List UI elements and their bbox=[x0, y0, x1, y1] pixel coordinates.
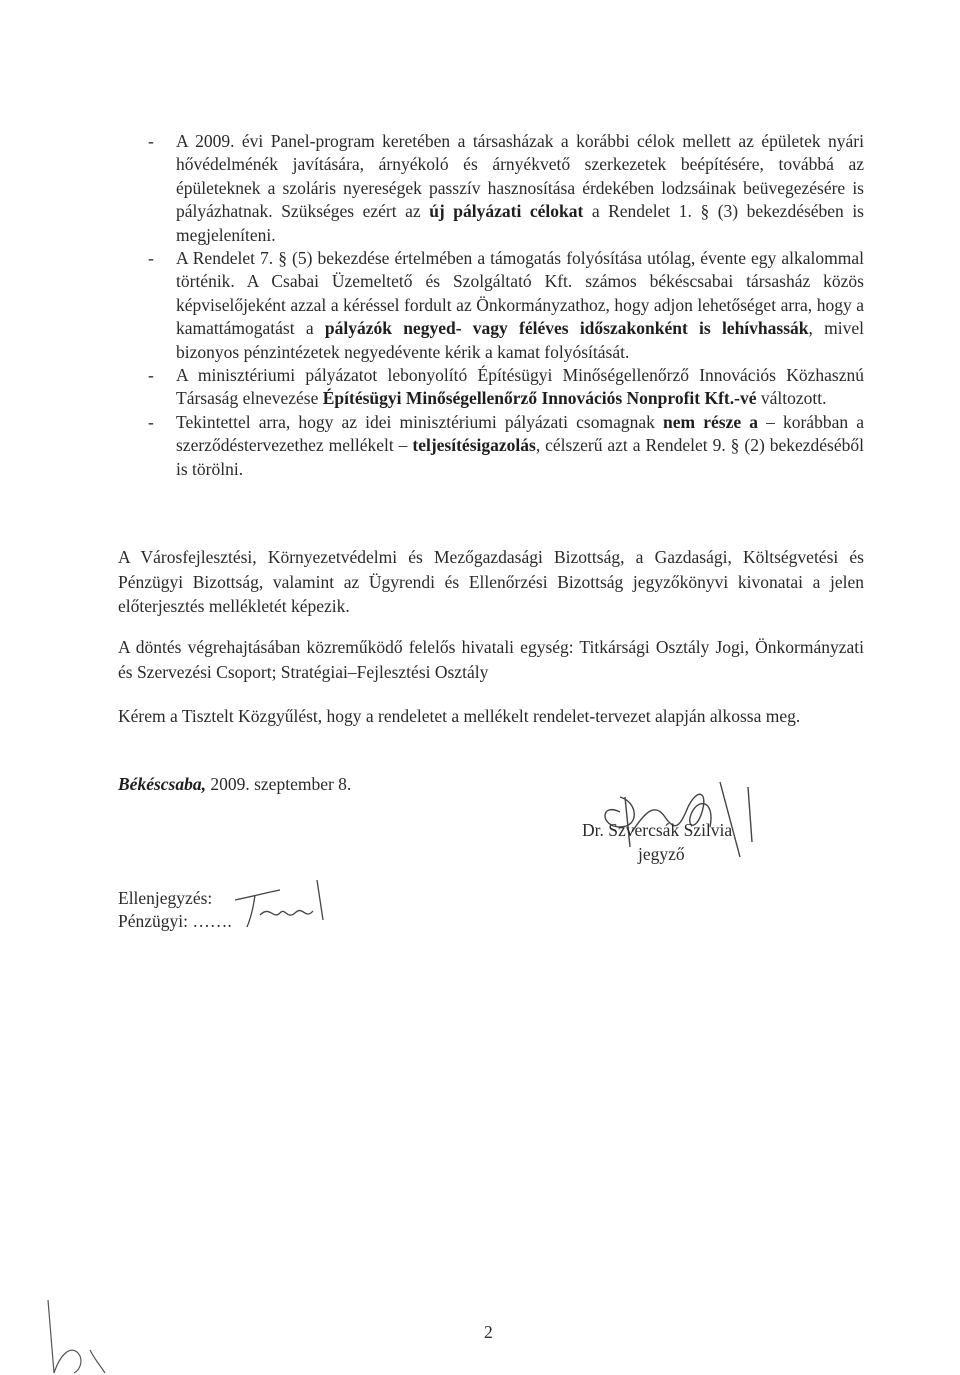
bullet-text: , célszerű azt a Rendelet 9. § (2) bekezdéséből is törölni. bbox=[176, 435, 864, 479]
bullet-text: a Rendelet 1. § (3) bekezdésében is megjeleníteni. bbox=[176, 201, 864, 245]
countersign-scribble bbox=[225, 875, 335, 935]
bullet-item bbox=[148, 364, 864, 411]
signatory-title: jegyző bbox=[638, 844, 685, 864]
finance-label: Pénzügyi: ……. bbox=[118, 911, 232, 931]
bullet-list bbox=[148, 130, 864, 481]
bullet-item bbox=[148, 130, 864, 247]
responsible-unit-paragraph: A döntés végrehajtásában közreműködő felelős hivatali egység: Titkársági Osztály Jogi, Önkormányzati és Szervezési Csoport; Stratégiai–Fejlesztési Osztály bbox=[118, 637, 864, 682]
committees-paragraph: A Városfejlesztési, Környezetvédelmi és Mezőgazdasági Bizottság, a Gazdasági, Költségvetési és Pénzügyi Bizottság, valamint az Ügyrendi és Ellenőrzési Bizottság jegyzőkönyvi kivonatai a jelen előterjesztés mellékletét képezik. bbox=[118, 547, 864, 616]
bullet-dash: - bbox=[148, 248, 154, 269]
date-text: 2009. szeptember 8. bbox=[205, 774, 352, 794]
bullet-text: A minisztériumi pályázatot lebonyolító Építésügyi Minőségellenőrző Innovációs Közhasznú Társaság elnevezése bbox=[176, 365, 864, 409]
margin-initials-mark bbox=[40, 1295, 110, 1375]
bullet-bold-text: nem része a bbox=[663, 411, 758, 432]
bullet-bold-text: pályázók negyed- vagy féléves időszakonként is lehívhassák bbox=[324, 318, 809, 339]
bullet-text: változott. bbox=[756, 388, 827, 409]
bullet-text: Tekintettel arra, hogy az idei minisztériumi pályázati csomagnak bbox=[176, 411, 664, 432]
bullet-text: A Rendelet 7. § (5) bekezdése értelmében a támogatás folyósítása utólag, évente egy alkalommal történik. A Csabai Üzemeltető és Szolgáltató Kft. számos békéscsabai társasház közös képviselőjeként azzal a kéréssel fordult az Önkormányzathoz, hogy adjon lehetőséget arra, hogy a kamattámogatást a bbox=[176, 248, 864, 339]
bullet-bold-text: teljesítésigazolás bbox=[412, 435, 536, 456]
bullet-item bbox=[148, 411, 864, 481]
place-name: Békéscsaba, bbox=[118, 774, 206, 794]
signatory-name: Dr. Szvercsák Szilvia bbox=[582, 820, 733, 840]
bullet-dash: - bbox=[148, 411, 154, 432]
bullet-text: , mivel bizonyos pénzintézetek negyedévente kérik a kamat folyósítását. bbox=[176, 318, 864, 362]
bullet-text: – korábban a szerződéstervezethez mellékelt – bbox=[176, 411, 864, 456]
bullet-bold-text: Építésügyi Minőségellenőrző Innovációs Nonprofit Kft.-vé bbox=[322, 388, 757, 409]
request-paragraph: Kérem a Tisztelt Közgyűlést, hogy a rendeletet a mellékelt rendelet-tervezet alapján alkossa meg. bbox=[118, 706, 801, 726]
bullet-item bbox=[148, 247, 864, 364]
page-number: 2 bbox=[484, 1322, 493, 1342]
countersign-label: Ellenjegyzés: bbox=[118, 888, 213, 908]
bullet-dash: - bbox=[148, 131, 154, 151]
bullet-dash: - bbox=[148, 365, 154, 386]
bullet-text: A 2009. évi Panel-program keretében a társasházak a korábbi célok mellett az épületek nyári hővédelménék javítására, árnyékoló és árnyékvető szerkezetek beépítésére, továbbá az épületeknek a szoláris nyereségek passzív hasznosítása érdekében lodzsáinak beüvegezésére is pályázhatnak. Szükséges ezért az bbox=[176, 131, 864, 222]
place-date bbox=[118, 772, 351, 796]
bullet-bold-text: új pályázati célokat bbox=[429, 201, 584, 222]
